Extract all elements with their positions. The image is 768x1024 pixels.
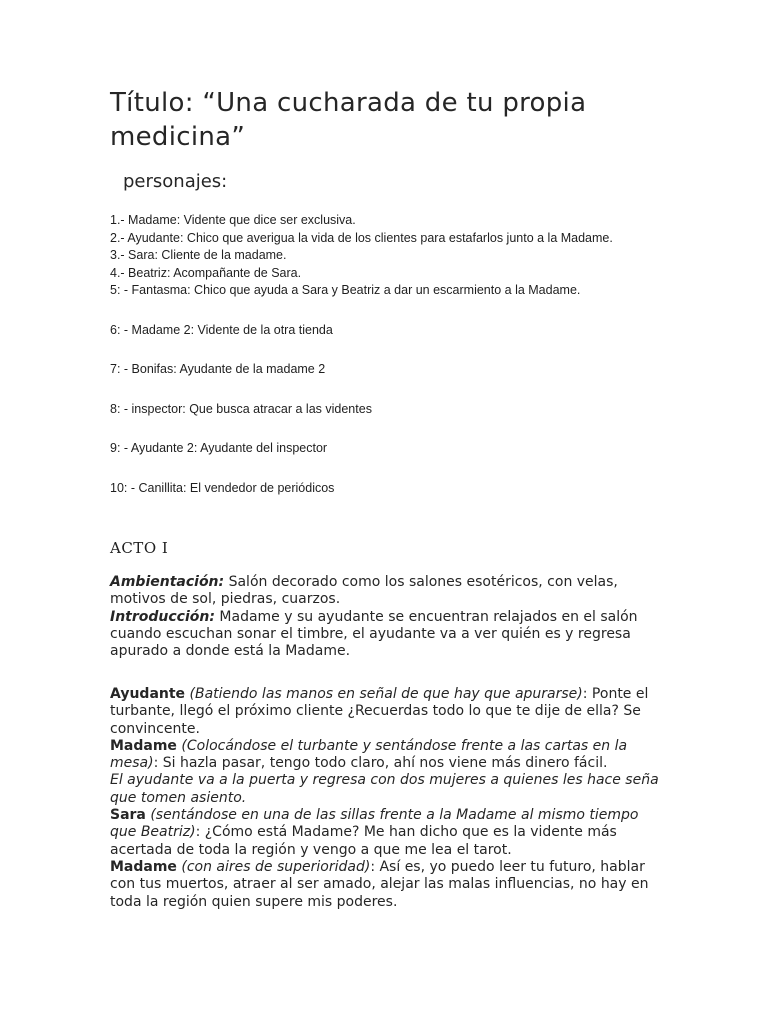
stage-direction: (Batiendo las manos en señal de que hay que apurarse) [185, 686, 583, 702]
dialogue-text: : ¿Cómo está Madame? Me han dicho que es la vidente más acertada de toda la región y vengo a que me lea el tarot. [110, 824, 617, 858]
dialogue-line [110, 738, 666, 773]
character-item: 1.- Madame: Vidente que dice ser exclusiva. [110, 213, 356, 227]
character-item: 7: - Bonifas: Ayudante de la madame 2 [110, 362, 326, 376]
character-item: 4.- Beatriz: Acompañante de Sara. [110, 265, 302, 280]
ambientacion-text: Salón decorado como los salones esotéricos, con velas, motivos de sol, piedras, cuarzos. [110, 574, 618, 608]
dialogue-line [110, 807, 666, 859]
speaker-name: Sara [110, 807, 146, 824]
character-item: 10: - Canillita: El vendedor de periódicos [110, 480, 335, 495]
dialogue-text: : Si hazla pasar, tengo todo claro, ahí nos viene más dinero fácil. [153, 755, 608, 772]
character-item: 6: - Madame 2: Vidente de la otra tienda [110, 322, 333, 337]
character-item: 2.- Ayudante: Chico que averigua la vida de los clientes para estafarlos junto a la Madame. [110, 230, 613, 245]
dialogue-text: : Ponte el turbante, llegó el próximo cliente ¿Recuerdas todo lo que te dije de ella? Se convincente. [110, 686, 649, 737]
character-item: 3.- Sara: Cliente de la madame. [110, 248, 287, 262]
dialogue-line [110, 686, 666, 738]
dialogue-text: : Así es, yo puedo leer tu futuro, hablar con tus muertos, atraer al ser amado, alejar las malas influencias, no hay en toda la región quien supere mis poderes. [110, 858, 649, 910]
act-heading: ACTO I [110, 539, 169, 557]
character-item: 5: - Fantasma: Chico que ayuda a Sara y Beatriz a dar un escarmiento a la Madame. [110, 283, 581, 297]
stage-direction-line [110, 772, 666, 807]
characters-list [110, 212, 670, 497]
character-item: 9: - Ayudante 2: Ayudante del inspector [110, 441, 328, 455]
ambientacion-label: Ambientación: [110, 574, 225, 590]
character-item: 8: - inspector: Que busca atracar a las videntes [110, 401, 372, 416]
speaker-name: Ayudante [110, 686, 186, 702]
speaker-name: Madame [110, 737, 177, 754]
characters-heading: personajes: [123, 171, 228, 192]
stage-direction: (con aires de superioridad) [176, 858, 371, 875]
introduccion-text: Madame y su ayudante se encuentran relajados en el salón cuando escuchan sonar el timbre, el ayudante va a ver quién es y regresa apurado a donde está la Madame. [110, 608, 638, 660]
stage-direction: (Colocándose el turbante y sentándose frente a las cartas en la mesa) [110, 737, 628, 772]
setting-block [110, 574, 666, 660]
introduccion-label: Introducción: [110, 608, 215, 625]
document-title: Título: “Una cucharada de tu propia medicina” [110, 88, 587, 152]
stage-direction: El ayudante va a la puerta y regresa con dos mujeres a quienes les hace seña que tomen asiento. [110, 772, 659, 806]
dialogue-block [110, 686, 666, 911]
introduccion-paragraph [110, 609, 666, 661]
ambientacion-paragraph [110, 574, 666, 609]
stage-direction: (sentándose en una de las sillas frente a la Madame al mismo tiempo que Beatriz) [110, 807, 639, 841]
dialogue-line [110, 859, 666, 911]
speaker-name: Madame [110, 858, 177, 875]
